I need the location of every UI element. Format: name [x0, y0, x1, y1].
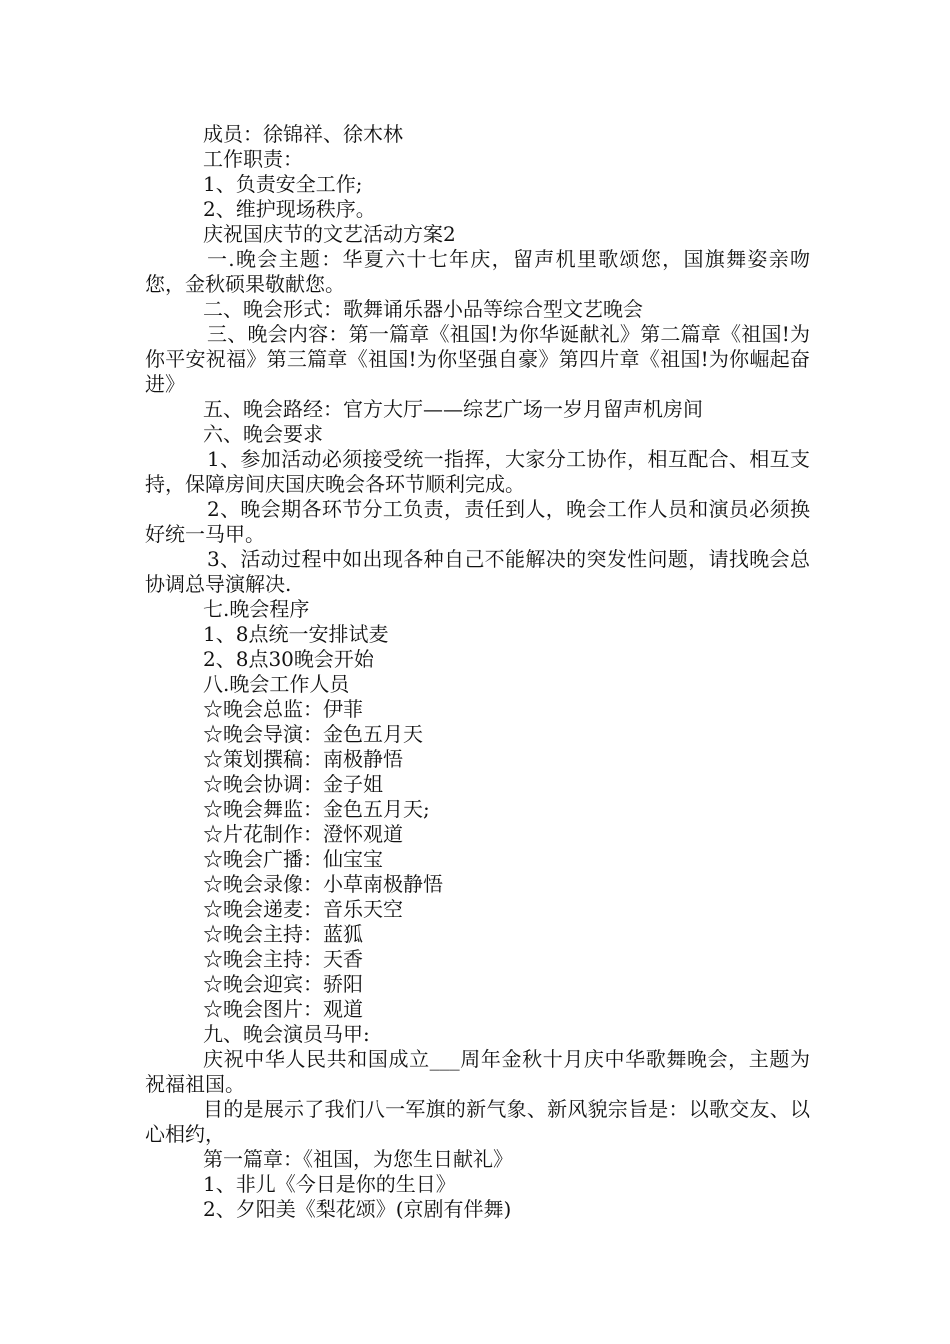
document-paragraph: 2、8点30晚会开始 — [203, 647, 374, 671]
document-paragraph: 三、晚会内容：第一篇章《祖国!为你华诞献礼》第二篇章《祖国!为你平安祝福》第三篇章《祖国!为你坚强自豪》第四片章《祖国!为你崛起奋进》 — [145, 322, 810, 396]
document-paragraph: ☆晚会录像：小草南极静悟 — [203, 872, 443, 896]
document-paragraph: ☆晚会导演：金色五月天 — [203, 722, 423, 746]
document-paragraph: 3、活动过程中如出现各种自己不能解决的突发性问题，请找晚会总协调总导演解决. — [145, 547, 810, 596]
document-paragraph: 一.晚会主题：华夏六十七年庆，留声机里歌颂您，国旗舞姿亲吻您，金秋硕果敬献您。 — [145, 247, 810, 296]
document-paragraph: 六、晚会要求 — [203, 422, 323, 446]
document-paragraph: ☆晚会主持：天香 — [203, 947, 363, 971]
document-paragraph: 第一篇章：《祖国，为您生日献礼》 — [203, 1147, 513, 1171]
document-paragraph: ☆策划撰稿：南极静悟 — [203, 747, 403, 771]
document-paragraph: 二、晚会形式：歌舞诵乐器小品等综合型文艺晚会 — [203, 297, 643, 321]
document-paragraph: 庆祝国庆节的文艺活动方案2 — [203, 222, 456, 246]
document-paragraph: ☆晚会主持：蓝狐 — [203, 922, 363, 946]
document-paragraph: ☆晚会广播：仙宝宝 — [203, 847, 383, 871]
document-paragraph: 成员：徐锦祥、徐木林 — [203, 122, 403, 146]
document-paragraph: 1、8点统一安排试麦 — [203, 622, 389, 646]
document-paragraph: ☆晚会迎宾：骄阳 — [203, 972, 363, 996]
document-body — [145, 122, 810, 1222]
document-paragraph: 九、晚会演员马甲: — [203, 1022, 370, 1046]
document-paragraph: 五、晚会路经：官方大厅——综艺广场一岁月留声机房间 — [203, 397, 703, 421]
document-paragraph: 1、非儿《今日是你的生日》 — [203, 1172, 456, 1196]
document-paragraph: 2、夕阳美《梨花颂》(京剧有伴舞) — [203, 1197, 512, 1221]
document-paragraph: 目的是展示了我们八一军旗的新气象、新风貌宗旨是：以歌交友、以心相约， — [145, 1097, 810, 1146]
document-paragraph: 八.晚会工作人员 — [203, 672, 350, 696]
document-paragraph: ☆晚会协调：金子姐 — [203, 772, 383, 796]
document-paragraph: ☆晚会总监：伊菲 — [203, 697, 363, 721]
document-paragraph: ☆晚会图片：观道 — [203, 997, 363, 1021]
document-paragraph: 七.晚会程序 — [203, 597, 310, 621]
document-paragraph: 工作职责： — [203, 147, 303, 171]
document-paragraph: ☆晚会舞监：金色五月天; — [203, 797, 430, 821]
document-paragraph: 1、负责安全工作; — [203, 172, 363, 196]
document-paragraph: 1、参加活动必须接受统一指挥，大家分工协作，相互配合、相互支持，保障房间庆国庆晚会各环节顺利完成。 — [145, 447, 810, 496]
document-paragraph: 2、晚会期各环节分工负责，责任到人，晚会工作人员和演员必须换好统一马甲。 — [145, 497, 810, 546]
document-paragraph: 2、维护现场秩序。 — [203, 197, 376, 221]
document-paragraph: ☆片花制作：澄怀观道 — [203, 822, 403, 846]
document-paragraph: 庆祝中华人民共和国成立___周年金秋十月庆中华歌舞晚会，主题为祝福祖国。 — [145, 1047, 810, 1096]
document-paragraph: ☆晚会递麦：音乐天空 — [203, 897, 403, 921]
